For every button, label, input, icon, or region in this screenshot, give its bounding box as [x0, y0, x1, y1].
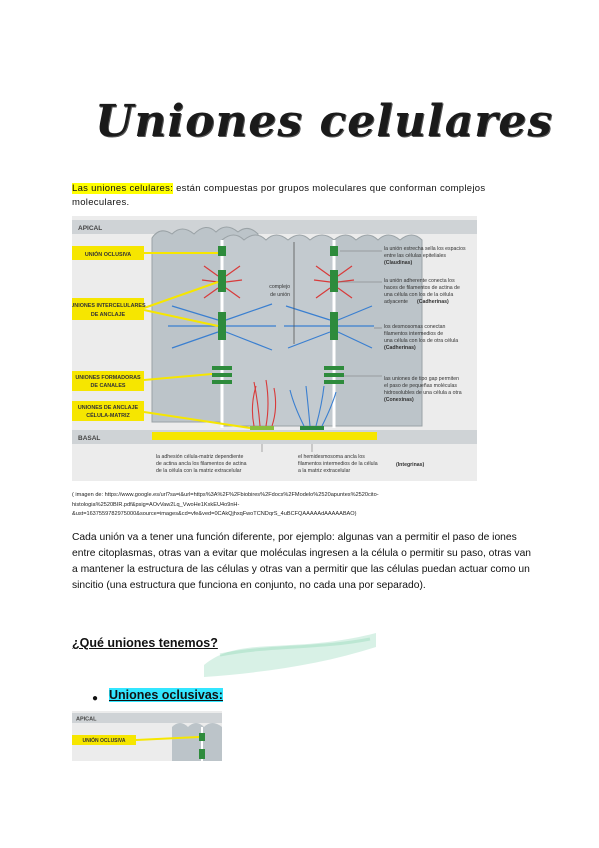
integrins-label: (Integrinas)	[396, 462, 425, 468]
intro-highlight: Las uniones celulares:	[72, 183, 174, 194]
label-channels-1: UNIONES FORMADORAS	[75, 375, 141, 381]
hemi-2: filamentos intermedios de la célula	[298, 461, 378, 467]
complex-label-2: de unión	[270, 292, 290, 298]
caption-line-1: ( imagen de: https://www.google.es/url?sa=i&url=https%3A%2F%2Fbiobires%2Fdocs%2FModelo%2520apuntes%2520cito-	[72, 492, 379, 498]
apical-label: APICAL	[78, 225, 103, 232]
adherens-5: (Cadherinas)	[417, 299, 449, 305]
gap-4: (Conexinas)	[384, 397, 414, 403]
brush-stroke-decoration	[200, 625, 380, 685]
hemi-1: el hemidesmosoma ancla los	[298, 454, 365, 460]
label-anchor-2: DE ANCLAJE	[90, 312, 126, 318]
adhesion-1: la adhesión célula-matriz dependiente	[156, 454, 244, 460]
desmo-3: una célula con los de otra célula	[384, 338, 459, 344]
adhesion-3: de la célula con la matriz extracelular	[156, 468, 242, 474]
occlusive-junction-figure	[72, 711, 222, 761]
tight-2: entre las células epiteliales	[384, 253, 446, 259]
bullet-occlusive	[109, 688, 223, 702]
intro-body: están compuestas por grupos moleculares que conforman complejos moleculares.	[72, 183, 486, 208]
label-matrix-2: CÉLULA-MATRIZ	[86, 413, 130, 419]
adherens-2: haces de filamentos de actina de	[384, 285, 460, 291]
tight-3: (Claudinas)	[384, 260, 413, 266]
label-anchor-1: UNIONES INTERCELULARES	[72, 303, 146, 309]
label-matrix-1: UNIONES DE ANCLAJE	[77, 405, 139, 411]
basal-label: BASAL	[78, 435, 101, 442]
page-title: Uniones celulares	[95, 96, 554, 147]
desmo-4: (Cadherinas)	[384, 345, 416, 351]
tight-1: la unión estrecha sella los espacios	[384, 246, 466, 252]
caption-line-3: &ust=1637559782975000&source=images&cd=vfe&ved=0CAkQjhxqFwoTCNDqrS_4uBCFQAAAAAdAAAAABAO)	[72, 511, 357, 517]
adherens-1: la unión adherente conecta los	[384, 278, 455, 284]
small-apical-label: APICAL	[76, 716, 97, 723]
adherens-3: una célula con los de la célula	[384, 292, 454, 298]
section-title: ¿Qué uniones tenemos?	[72, 636, 218, 650]
desmo-2: filamentos intermedios de	[384, 331, 444, 337]
image-caption	[72, 491, 527, 520]
adherens-4: adyacente	[384, 299, 408, 305]
complex-label-1: complejo	[269, 284, 290, 290]
label-channels-2: DE CANALES	[90, 383, 126, 389]
bullet-text: Uniones oclusivas:	[109, 688, 223, 702]
intro-text	[72, 182, 532, 210]
hemi-3: a la matriz extracelular	[298, 468, 351, 474]
body-paragraph: Cada unión va a tener una función diferente, por ejemplo: algunas van a permitir el paso de iones entre citoplasmas, otras van a evitar que moléculas ingresen a la célula o permitir su paso, otras van a mantener la estructura de las células y otras van a permitir que las células puedan actuar como un sincitio (una estructura que funciona en conjunto, no cada una por separado).	[72, 532, 532, 591]
bullet-dot: ●	[92, 693, 99, 704]
gap-1: las uniones de tipo gap permiten	[384, 376, 459, 382]
label-occlusive: UNIÓN OCLUSIVA	[84, 252, 132, 258]
gap-2: el paso de pequeñas moléculas	[384, 383, 457, 389]
adhesion-2: de actina ancla los filamentos de actina	[156, 461, 247, 467]
cell-junctions-figure	[72, 216, 477, 481]
gap-3: hidrosolubles de una célula a otra	[384, 390, 462, 396]
small-occlusive-label: UNIÓN OCLUSIVA	[82, 738, 126, 744]
caption-line-2: histologia%2520BIR.pdf&psig=AOvVaw2Lq_VwoHe1KxkEU4o9nH-	[72, 501, 240, 508]
desmo-1: los desmosomas conectan	[384, 324, 446, 330]
